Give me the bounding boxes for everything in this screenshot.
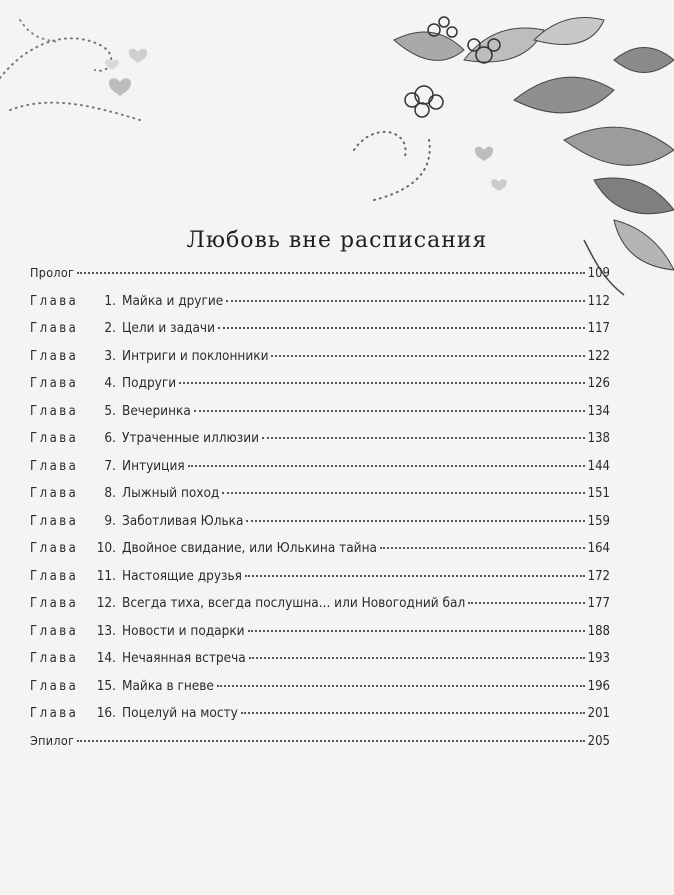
toc-page-number: 177: [587, 596, 610, 611]
toc-entry-chapter[interactable]: [30, 650, 610, 678]
toc-entry-chapter[interactable]: [30, 375, 610, 403]
chapter-title: Майка в гневе: [122, 677, 214, 694]
chapter-title: Новости и подарки: [122, 622, 245, 639]
chapter-label: Глава: [30, 596, 79, 611]
toc-page-number: 196: [587, 678, 610, 694]
toc-entry-label: Эпилог: [30, 732, 75, 748]
chapter-title: Всегда тиха, всегда послушна... или Новогодний бал: [122, 595, 466, 611]
chapter-number: 8.: [104, 485, 116, 501]
toc-page-number: 205: [587, 733, 610, 749]
chapter-label: Глава: [30, 541, 79, 556]
chapter-label: Глава: [30, 513, 79, 529]
chapter-label: Глава: [30, 623, 79, 639]
chapter-title: Поцелуй на мосту: [122, 705, 238, 721]
chapter-title: Нечаянная встреча: [122, 650, 246, 666]
chapter-number: 12.: [96, 595, 116, 611]
toc-page-number: 122: [587, 348, 610, 364]
leader-dots: [179, 382, 585, 384]
toc-page-number: 112: [587, 293, 610, 309]
toc-page-number: 193: [587, 651, 610, 666]
heart-icon: [491, 179, 506, 191]
chapter-label: Глава: [30, 706, 79, 721]
toc-entry-chapter[interactable]: [30, 540, 610, 568]
leader-dots: [380, 547, 585, 549]
chapter-number: 15.: [96, 677, 116, 694]
leader-dots: [249, 657, 585, 659]
leader-dots: [248, 630, 585, 632]
leader-dots: [77, 272, 584, 274]
decorative-flourish-left: [0, 0, 170, 130]
leader-dots: [241, 712, 585, 714]
toc-page-number: 188: [587, 623, 610, 639]
chapter-label: Глава: [30, 293, 79, 309]
toc-entry-chapter[interactable]: [30, 705, 610, 733]
chapter-number: 11.: [96, 567, 116, 584]
toc-entry-chapter[interactable]: [30, 513, 610, 541]
chapter-number: 13.: [96, 622, 116, 639]
toc-entry-label: Пролог: [30, 265, 75, 280]
toc-page-number: 134: [587, 403, 610, 419]
heart-icon: [475, 147, 493, 161]
chapter-title: Интуиция: [122, 457, 185, 474]
chapter-title: Заботливая Юлька: [122, 512, 244, 529]
toc-entry-chapter[interactable]: [30, 320, 610, 348]
page-title: Любовь вне расписания: [186, 228, 488, 253]
chapter-title: Цели и задачи: [122, 320, 215, 336]
leader-dots: [262, 437, 585, 439]
toc-page-number: 151: [587, 486, 610, 501]
toc-entry-chapter[interactable]: [30, 595, 610, 623]
toc-entry-chapter[interactable]: [30, 458, 610, 486]
leader-dots: [246, 520, 584, 522]
heart-icon: [109, 78, 131, 96]
toc-entry-chapter[interactable]: [30, 403, 610, 431]
toc-page-number: 126: [587, 376, 610, 391]
leader-dots: [77, 740, 584, 742]
toc-entry-chapter[interactable]: [30, 348, 610, 376]
chapter-title: Настоящие друзья: [122, 567, 242, 584]
chapter-label: Глава: [30, 348, 79, 364]
chapter-number: 4.: [104, 375, 116, 391]
chapter-title: Майка и другие: [122, 292, 224, 309]
chapter-label: Глава: [30, 431, 79, 446]
chapter-title: Лыжный поход: [122, 485, 220, 501]
leader-dots: [217, 685, 585, 687]
toc-entry-chapter[interactable]: [30, 568, 610, 596]
chapter-number: 14.: [96, 650, 116, 666]
chapter-label: Глава: [30, 651, 79, 666]
toc-entry-chapter[interactable]: [30, 485, 610, 513]
toc-entry-prologue[interactable]: [30, 265, 610, 293]
leader-dots: [226, 300, 584, 302]
toc-page-number: 144: [587, 458, 610, 474]
leader-dots: [468, 602, 584, 604]
chapter-title: Вечеринка: [122, 402, 191, 419]
chapter-label: Глава: [30, 458, 79, 474]
chapter-label: Глава: [30, 403, 79, 419]
decorative-flowers-right: [334, 0, 674, 300]
toc-page-number: 117: [587, 321, 610, 336]
chapter-label: Глава: [30, 376, 79, 391]
chapter-title: Двойное свидание, или Юлькина тайна: [122, 540, 377, 556]
toc-page-number: 201: [587, 706, 610, 721]
heart-icon: [129, 49, 147, 63]
chapter-label: Глава: [30, 321, 79, 336]
toc-entry-chapter[interactable]: [30, 623, 610, 651]
leader-dots: [271, 355, 584, 357]
chapter-label: Глава: [30, 568, 79, 584]
toc-page-number: 138: [587, 431, 610, 446]
chapter-number: 2.: [104, 320, 116, 336]
chapter-number: 16.: [96, 705, 116, 721]
chapter-number: 5.: [104, 402, 116, 419]
chapter-title: Подруги: [122, 375, 177, 391]
toc-page-number: 172: [587, 568, 610, 584]
toc-page-number: 164: [587, 541, 610, 556]
chapter-title: Утраченные иллюзии: [122, 430, 259, 446]
chapter-title: Интриги и поклонники: [122, 347, 269, 364]
chapter-number: 9.: [104, 512, 116, 529]
toc-entry-chapter[interactable]: [30, 678, 610, 706]
leader-dots: [245, 575, 585, 577]
leader-dots: [188, 465, 585, 467]
chapter-label: Глава: [30, 486, 79, 501]
leader-dots: [218, 327, 585, 329]
toc-entry-epilogue[interactable]: [30, 733, 610, 761]
chapter-number: 6.: [104, 430, 116, 446]
leader-dots: [222, 492, 584, 494]
toc-page-number: 159: [587, 513, 610, 529]
leader-dots: [194, 410, 585, 412]
chapter-number: 7.: [104, 457, 116, 474]
chapter-label: Глава: [30, 678, 79, 694]
table-of-contents: [30, 265, 610, 760]
chapter-number: 10.: [96, 540, 116, 556]
toc-entry-chapter[interactable]: [30, 430, 610, 458]
toc-entry-chapter[interactable]: [30, 293, 610, 321]
chapter-number: 3.: [104, 347, 116, 364]
chapter-number: 1.: [104, 292, 116, 309]
toc-page-number: 109: [587, 266, 610, 281]
